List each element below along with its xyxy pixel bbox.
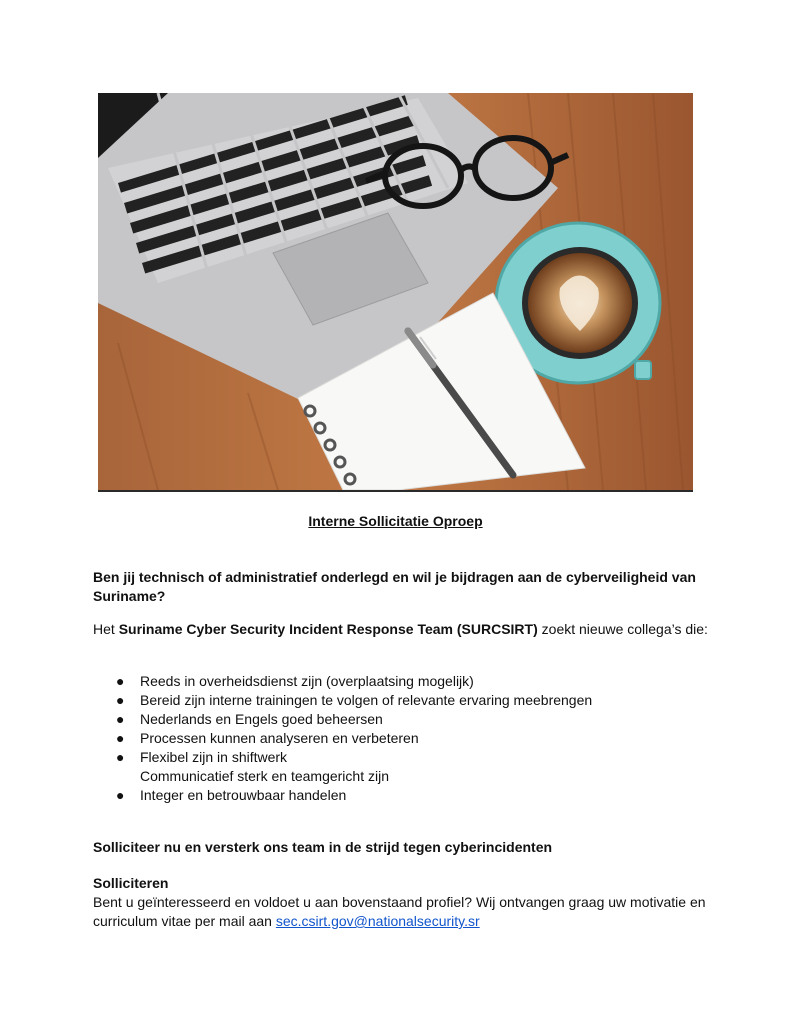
bullet-icon: ● xyxy=(116,730,125,746)
apply-paragraph: Bent u geïnteresseerd en voldoet u aan bovenstaand profiel? Wij ontvangen graag uw motivatie en curriculum vitae per mail aan sec.csirt.gov@nationalsecurity.sr xyxy=(93,894,706,929)
bullet-icon: ● xyxy=(116,749,125,765)
list-item-text: Reeds in overheidsdienst zijn (overplaatsing mogelijk) xyxy=(140,673,474,689)
bullet-icon: ● xyxy=(116,787,125,803)
list-item xyxy=(93,672,713,691)
intro-paragraph: Het Suriname Cyber Security Incident Response Team (SURCSIRT) zoekt nieuwe collega’s die: xyxy=(93,621,708,637)
list-item xyxy=(93,786,713,805)
header-image xyxy=(98,93,693,490)
image-divider xyxy=(98,490,693,492)
team-name: Suriname Cyber Security Incident Response Team (SURCSIRT) xyxy=(118,621,538,637)
apply-heading: Solliciteren xyxy=(93,875,169,891)
email-link[interactable]: sec.csirt.gov@nationalsecurity.sr xyxy=(275,913,480,929)
lead-question: Ben jij technisch of administratief onderlegd en wil je bijdragen aan de cyberveiligheid van Suriname? xyxy=(93,569,696,604)
list-item xyxy=(93,691,713,710)
list-item-text: Integer en betrouwbaar handelen xyxy=(140,787,347,803)
list-item-text: Nederlands en Engels goed beheersen xyxy=(140,711,383,727)
bullet-icon: ● xyxy=(116,673,125,689)
requirements-list xyxy=(93,672,713,805)
list-item xyxy=(93,729,713,748)
bullet-icon: ● xyxy=(116,711,125,727)
call-to-action: Solliciteer nu en versterk ons team in de strijd tegen cyberincidenten xyxy=(93,839,553,855)
list-item-text: Flexibel zijn in shiftwerk xyxy=(140,749,288,765)
document-title: Interne Sollicitatie Oproep xyxy=(308,513,483,529)
list-item xyxy=(93,710,713,729)
bullet-icon: ● xyxy=(116,692,125,708)
list-item xyxy=(93,748,713,767)
list-item-text: Communicatief sterk en teamgericht zijn xyxy=(140,768,389,784)
list-item-text: Bereid zijn interne trainingen te volgen of relevante ervaring meebrengen xyxy=(140,692,593,708)
list-item xyxy=(93,767,713,786)
list-item-text: Processen kunnen analyseren en verbeteren xyxy=(140,730,419,746)
